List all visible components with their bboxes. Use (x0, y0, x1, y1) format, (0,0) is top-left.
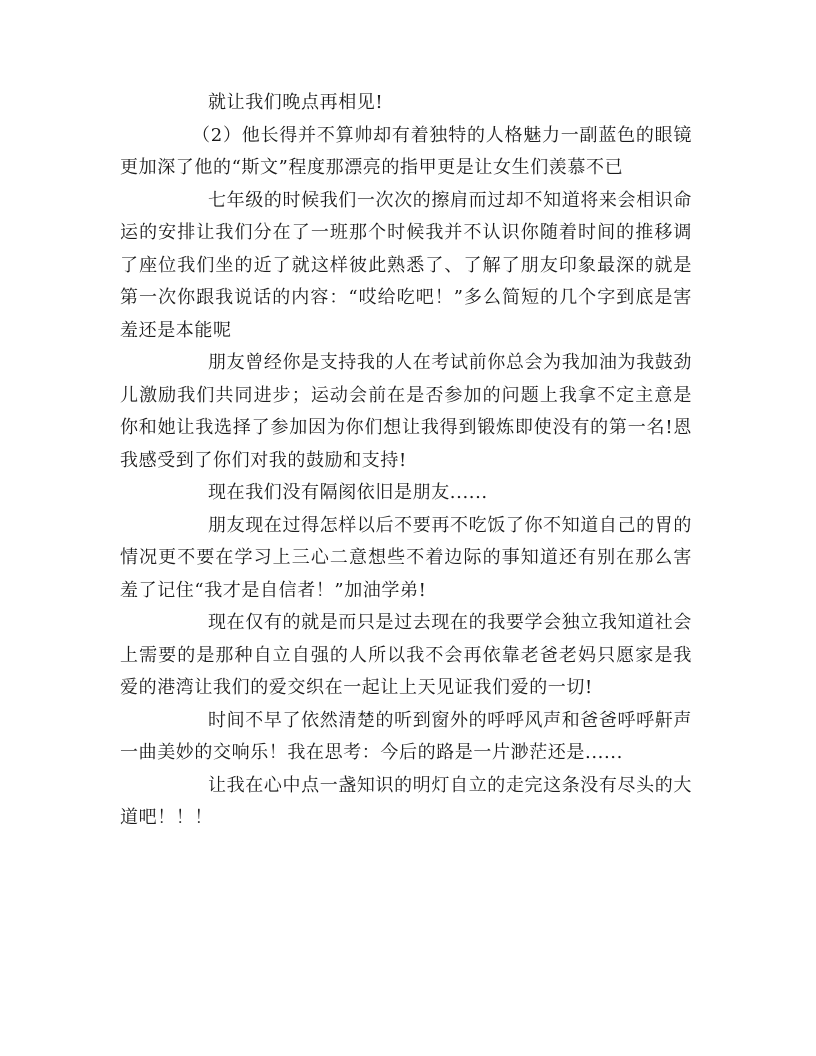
document-body (120, 87, 692, 835)
paragraph-5: 现在我们没有隔阂依旧是朋友...... (208, 482, 488, 503)
paragraph-9: 让我在心中点一盏知识的明灯自立的走完这条没有尽头的大道吧！！！ (120, 774, 692, 828)
paragraph-7: 现在仅有的就是而只是过去现在的我要学会独立我知道社会上需要的是那种自立自强的人所以我不会再依靠老爸老妈只愿家是我爱的港湾让我们的爱交织在一起让上天见证我们爱的一切! (120, 612, 692, 698)
paragraph-3: 七年级的时候我们一次次的擦肩而过却不知道将来会相识命运的安排让我们分在了一班那个时候我并不认识你随着时间的推移调了座位我们坐的近了就这样彼此熟悉了、了解了朋友印象最深的就是第一次你跟我说话的内容：“哎给吃吧！”多么简短的几个字到底是害羞还是本能呢 (120, 189, 692, 341)
paragraph-4: 朋友曾经你是支持我的人在考试前你总会为我加油为我鼓劲儿激励我们共同进步；运动会前在是否参加的问题上我拿不定主意是你和她让我选择了参加因为你们想让我得到锻炼即使没有的第一名!恩我感受到了你们对我的鼓励和支持! (120, 352, 692, 471)
paragraph-2: （2）他长得并不算帅却有着独特的人格魅力一副蓝色的眼镜更加深了他的“斯文”程度那漂亮的指甲更是让女生们羡慕不已 (120, 124, 692, 178)
paragraph-1: 就让我们晚点再相见! (208, 92, 384, 113)
paragraph-6: 朋友现在过得怎样以后不要再不吃饭了你不知道自己的胃的情况更不要在学习上三心二意想些不着边际的事知道还有别在那么害羞了记住“我才是自信者！”加油学弟! (120, 514, 692, 601)
paragraph-8: 时间不早了依然清楚的听到窗外的呼呼风声和爸爸呼呼鼾声一曲美妙的交响乐！我在思考：今后的路是一片渺茫还是...... (120, 709, 692, 763)
